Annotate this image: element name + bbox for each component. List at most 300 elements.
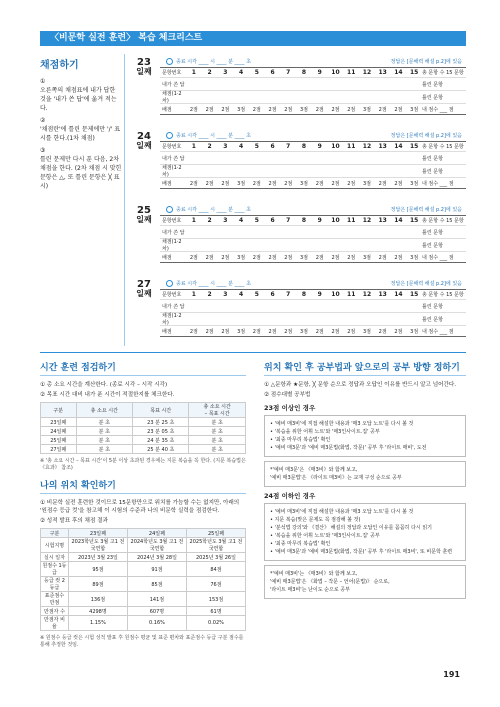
case-low-title: 24점 이하인 경우 [264, 492, 316, 500]
grid-cell: 14 [394, 217, 403, 224]
th: 24일째 [127, 529, 186, 538]
clock-icon [166, 58, 173, 65]
clock-icon [166, 206, 173, 213]
table-cell: 89점 [68, 577, 127, 592]
card-line: • '최종 마무리 복습법' 확인 [270, 437, 331, 443]
card-line: • '복습을 위한 어휘 노트'와 '매3인사이트.집' 공부 [270, 533, 380, 539]
grid-row [160, 252, 466, 262]
table-cell: 76점 [186, 577, 245, 592]
grid-row [160, 239, 466, 252]
grid-cell: 14 [394, 69, 403, 76]
row-label: 채점(1·2차) [162, 313, 182, 326]
time-check-section [40, 360, 246, 651]
day-number: 25 [137, 205, 151, 216]
grid-cell: 11 [347, 217, 356, 224]
grid-cell: 6 [270, 143, 275, 150]
grid-cell: 2점 [347, 180, 356, 187]
grid-cell: 12 [362, 217, 372, 224]
grading-step-1: ① 오른쪽의 채점표에 내가 답한 것을 '내가 쓴 답'에 옮겨 적는다. [40, 78, 117, 112]
row-label: 문항번호 [162, 144, 182, 150]
row-label: 배점 [162, 106, 172, 113]
grid-cell: 2점 [284, 180, 293, 187]
row-label: 문항번호 [162, 70, 182, 76]
table-cell: 2024년 3월 28일 [127, 553, 186, 562]
answer-grid [160, 141, 466, 189]
day-suffix: 일째 [136, 289, 152, 298]
table-cell: 23 분 25 초 [133, 418, 189, 427]
table-cell: 2025학년도 3월 고1 전국연합 [186, 538, 245, 553]
table-cell: 2025년 3월 26일 [186, 553, 245, 562]
card-line: '예비 매3문법'은 《화법 – 작문 – 언어(문법)》 순으로, [270, 579, 390, 585]
grid-cell: 2점 [394, 106, 403, 113]
grid-cell: 3 [223, 291, 228, 298]
grid-cell: 3점 [300, 180, 309, 187]
position-step-1: ① 비문학 실전 훈련한 것이므로 15문항만으로 위치를 가늠할 수는 없지만, 아래의 '원점수 등급 컷'을 참고해 이 시험의 수준과 나의 비문학 실력을 점검한다. [40, 500, 240, 514]
table-row [41, 427, 246, 436]
grid-cell: 3점 [300, 106, 309, 113]
grid-cell: 3점 [300, 328, 309, 335]
grid-cell: 3점 [410, 180, 419, 187]
end-time-line: 종료 시각 ____ 시 ____ 분 ____ 초 [176, 133, 251, 139]
grid-cell: 2점 [205, 254, 214, 261]
table-cell: 607명 [127, 607, 186, 616]
grid-cell: 7 [286, 217, 291, 224]
grid-cell: 3점 [362, 180, 371, 187]
study-plan-step-1: ① △문항과 ★문항, ╳ 문항 순으로 정답과 오답인 이유를 반드시 알고 넘어간다. [264, 382, 457, 388]
grid-cell: 2 [207, 217, 212, 224]
table-row [41, 538, 246, 553]
grid-cell: 2점 [221, 106, 230, 113]
day-suffix: 일째 [136, 67, 152, 76]
grid-cell: 6 [270, 217, 275, 224]
row-label: 채점(1·2차) [162, 239, 182, 252]
grid-cell: 2점 [331, 328, 340, 335]
end-time-line: 종료 시각 ____ 시 ____ 분 ____ 초 [176, 59, 251, 65]
card-line: • 지문 복습(맞은 문제도 꼭 점검해 볼 것) [270, 517, 361, 523]
case-high-title: 23점 이상인 경우 [264, 404, 316, 412]
grid-cell: 2점 [378, 106, 387, 113]
grid-cell: 3 [223, 217, 228, 224]
table-cell: 2023년 3월 23일 [68, 553, 127, 562]
grid-cell: 13 [378, 143, 387, 150]
th: 23일째 [68, 529, 127, 538]
table-cell: 85점 [127, 577, 186, 592]
table-row [41, 562, 246, 577]
table-cell: 2023학년도 3월 고1 전국연합 [68, 538, 127, 553]
grid-cell: 9 [317, 69, 322, 76]
grid-cell: 12 [362, 69, 372, 76]
grid-cell: 2점 [205, 328, 214, 335]
day-block [130, 58, 466, 126]
table-cell: 2024학년도 3월 고1 전국연합 [127, 538, 186, 553]
grid-cell: 8 [301, 291, 307, 298]
th: 25일째 [186, 529, 245, 538]
table-row [41, 577, 246, 592]
grid-cell: 2점 [347, 254, 356, 261]
table-row [41, 616, 246, 631]
grid-cell: 8 [301, 143, 307, 150]
table-row [41, 607, 246, 616]
clock-icon [166, 132, 173, 139]
th: 총 소요 시간 – 목표 시간 [189, 403, 246, 418]
grid-cell: 14 [394, 291, 403, 298]
time-table [40, 402, 246, 454]
grading-guide [40, 56, 122, 194]
table-cell: 분 초 [189, 436, 246, 445]
day-label [130, 206, 158, 224]
row-summary: 틀린 문항 [422, 155, 443, 162]
position-step-2: ② 성적 발표 후의 채점 결과 [40, 518, 108, 524]
grid-cell: 2점 [315, 328, 324, 335]
grid-cell: 2점 [221, 180, 230, 187]
table-cell: 25일째 [41, 436, 77, 445]
grid-cell: 3점 [410, 254, 419, 261]
answer-reference: 정답은 [문해력 해설 p.2]에 있음 [390, 281, 462, 287]
grid-cell: 3점 [410, 328, 419, 335]
grid-cell: 7 [286, 143, 291, 150]
grid-cell: 5 [254, 217, 259, 224]
grid-cell: 15 [409, 69, 419, 76]
grid-cell: 13 [378, 217, 387, 224]
table-cell: 84점 [186, 562, 245, 577]
row-summary: 틀린 문항 [422, 242, 443, 249]
row-label: 내가 쓴 답 [162, 229, 185, 236]
table-cell: 23일째 [41, 418, 77, 427]
row-label: 배점 [162, 254, 172, 261]
grid-cell: 7 [286, 69, 291, 76]
grid-cell: 14 [394, 143, 403, 150]
grid-cell: 2점 [189, 180, 198, 187]
case-high-note [264, 461, 466, 487]
grid-cell: 2 [207, 69, 212, 76]
answer-reference: 정답은 [문해력 해설 p.2]에 있음 [390, 207, 462, 213]
grid-cell: 10 [331, 217, 340, 224]
end-time-line: 종료 시각 ____ 시 ____ 분 ____ 초 [176, 281, 251, 287]
row-label: 채점(1·2차) [162, 165, 182, 178]
grid-cell: 5 [254, 69, 259, 76]
grid-cell: 2점 [268, 328, 277, 335]
grid-row [160, 326, 466, 336]
grid-cell: 10 [331, 69, 340, 76]
table-cell: 분 초 [76, 445, 133, 454]
divider [124, 54, 125, 346]
grid-row [160, 165, 466, 178]
card-line: *'예비 매3비'는 《매3비》와 함께 보고, [270, 571, 358, 577]
section-divider [40, 352, 466, 353]
grading-step-3: ③ 틀린 문제만 다시 푼 다음, 2차 채점을 한다. (2차 채점 시 맞힌 문항은 △, 또 틀린 문항은 ╳ 표시) [40, 147, 122, 190]
row-label: 내가 쓴 답 [162, 303, 185, 310]
end-time-line: 종료 시각 ____ 시 ____ 분 ____ 초 [176, 207, 251, 213]
grid-cell: 2점 [205, 106, 214, 113]
answer-grid [160, 67, 466, 115]
case-low-note [264, 565, 466, 599]
case-high-card [264, 415, 466, 457]
row-summary: 총 문항 수 15 문항 [422, 292, 464, 298]
table-cell: 0.02% [186, 616, 245, 631]
grid-cell: 3점 [237, 106, 246, 113]
grid-cell: 2점 [252, 254, 261, 261]
grid-row [160, 78, 466, 91]
grid-cell: 3점 [362, 254, 371, 261]
grid-cell: 3 [223, 143, 228, 150]
grid-cell: 4 [238, 69, 244, 76]
grid-cell: 2점 [347, 106, 356, 113]
day-label [130, 132, 158, 150]
table-cell: 91점 [127, 562, 186, 577]
score-note: ※ 원점수 등급 컷은 시험 성적 발표 후 원점수 평균 및 표준 편차와 표준점수 등급 구분 점수를 통해 추정한 것임. [40, 635, 244, 648]
table-cell: 분 초 [76, 436, 133, 445]
day-block [130, 132, 466, 200]
row-summary: 총 문항 수 15 문항 [422, 70, 464, 76]
day-number: 23 [137, 57, 151, 68]
answer-grid [160, 215, 466, 263]
grid-cell: 1 [191, 143, 196, 150]
grid-cell: 4 [238, 143, 244, 150]
grading-step-2: ② '채점란'에 틀린 문제에만 '/' 표시를 한다.(1차 채점) [40, 117, 121, 142]
grid-cell: 9 [317, 217, 322, 224]
table-cell: 분 초 [76, 427, 133, 436]
grid-cell: 12 [362, 143, 372, 150]
row-summary: 총 문항 수 15 문항 [422, 218, 464, 224]
study-plan-section [264, 360, 466, 603]
grid-cell: 13 [378, 69, 387, 76]
row-label: 문항번호 [162, 292, 182, 298]
row-label: 배점 [162, 328, 172, 335]
card-line: '라이트 매3비'는 난이도 순으로 공부 [270, 587, 350, 593]
grid-cell: 3 [223, 69, 228, 76]
grid-cell: 2점 [268, 106, 277, 113]
grid-cell: 3점 [300, 254, 309, 261]
day-label [130, 280, 158, 298]
grid-cell: 8 [301, 217, 307, 224]
grid-cell: 15 [409, 143, 419, 150]
grid-cell: 2점 [347, 328, 356, 335]
table-cell: 136점 [68, 592, 127, 607]
grid-cell: 11 [347, 291, 356, 298]
grid-cell: 2점 [315, 106, 324, 113]
grid-cell: 2점 [394, 254, 403, 261]
row-summary: 틀린 문항 [422, 303, 443, 310]
grid-cell: 12 [362, 291, 372, 298]
time-check-title: 시간 훈련 점검하기 [40, 360, 246, 376]
study-plan-title: 위치 확인 후 공부법과 앞으로의 공부 방향 정하기 [264, 360, 466, 376]
page-header: 〈비문학 실전 훈련〉 복습 체크리스트 [40, 31, 466, 46]
grid-row [160, 313, 466, 326]
grid-row [160, 300, 466, 313]
table-cell: 시험지명 [41, 538, 69, 553]
table-row [41, 553, 246, 562]
table-cell: 만점자 비율 [41, 616, 69, 631]
grid-cell: 2점 [378, 180, 387, 187]
table-cell: 24일째 [41, 427, 77, 436]
card-line: • '예비 매3문'과 '예비 매3문법(화법, 작문)' 공부 후 '라이트 매비', 도전 [270, 445, 427, 451]
table-cell: 분 초 [189, 445, 246, 454]
grid-cell: 3점 [362, 106, 371, 113]
row-summary: 총 문항 수 15 문항 [422, 144, 464, 150]
grid-cell: 3점 [410, 106, 419, 113]
table-cell: 등급 컷 2등급 [41, 577, 69, 592]
card-line: *'예비 매3문'은 《매3비》와 함께 보고, [270, 467, 358, 473]
grid-cell: 2점 [189, 254, 198, 261]
grid-cell: 2점 [394, 328, 403, 335]
card-line: • '예비 매3문'과 '예비 매3문법(화법, 작문)' 공부 후 '라이트 매3비', 또 비문학 훈련 [270, 549, 453, 555]
clock-icon [166, 280, 173, 287]
grid-cell: 2점 [252, 328, 261, 335]
grid-cell: 2점 [284, 254, 293, 261]
grading-title: 채점하기 [40, 60, 79, 71]
row-summary: 내 점수 ___ 점 [422, 328, 454, 335]
row-summary: 틀린 문항 [422, 316, 443, 323]
card-line: • '복습을 위한 어휘 노트'와 '매3인사이트.집' 공부 [270, 429, 380, 435]
grid-cell: 2점 [252, 180, 261, 187]
card-line: • '최종 마무리 복습법' 확인 [270, 541, 331, 547]
grid-cell: 2점 [189, 106, 198, 113]
grid-row [160, 68, 466, 78]
grid-row [160, 178, 466, 188]
grid-cell: 2점 [221, 328, 230, 335]
grid-cell: 13 [378, 291, 387, 298]
grid-cell: 4 [238, 291, 244, 298]
grid-cell: 2점 [378, 254, 387, 261]
grid-cell: 2점 [315, 254, 324, 261]
grid-cell: 3점 [237, 328, 246, 335]
grid-cell: 2 [207, 143, 212, 150]
card-line: • '분석법 강의'와 《결산》 해설의 정답과 오답인 이유를 꼼꼼히 다시 읽기 [270, 525, 433, 531]
table-cell: 0.16% [127, 616, 186, 631]
answer-reference: 정답은 [문해력 해설 p.2]에 있음 [390, 133, 462, 139]
row-label: 배점 [162, 180, 172, 187]
answer-grid [160, 289, 466, 337]
grid-cell: 4 [238, 217, 244, 224]
grid-cell: 6 [270, 291, 275, 298]
row-summary: 틀린 문항 [422, 94, 443, 101]
row-summary: 내 점수 ___ 점 [422, 180, 454, 187]
table-cell: 분 초 [189, 418, 246, 427]
study-plan-step-2: ② 점수대별 공부법 [264, 392, 311, 398]
row-summary: 틀린 문항 [422, 168, 443, 175]
table-cell: 153점 [186, 592, 245, 607]
grid-row [160, 91, 466, 104]
grid-cell: 2점 [205, 180, 214, 187]
table-cell: 141점 [127, 592, 186, 607]
table-cell: 실시 일자 [41, 553, 69, 562]
grid-cell: 2 [207, 291, 212, 298]
row-label: 문항번호 [162, 218, 182, 224]
case-low-card [264, 503, 466, 561]
grid-cell: 2점 [331, 106, 340, 113]
grid-row [160, 104, 466, 114]
row-summary: 내 점수 ___ 점 [422, 254, 454, 261]
row-label: 채점(1·2차) [162, 91, 182, 104]
day-number: 24 [137, 131, 151, 142]
table-cell: 61명 [186, 607, 245, 616]
grid-cell: 2점 [189, 328, 198, 335]
table-cell: 4298명 [68, 607, 127, 616]
grid-row [160, 290, 466, 300]
grid-cell: 11 [347, 69, 356, 76]
table-cell: 23 분 05 초 [133, 427, 189, 436]
day-suffix: 일째 [136, 141, 152, 150]
table-cell: 만점자 수 [41, 607, 69, 616]
time-note: ※ '총 소요 시간 – 목표 시간'이 5분 이상 초과된 경우에는 지문 복습을 꼭 한다. (지문 복습법은 《효과》 참조) [40, 458, 246, 471]
th: 목표 시간 [133, 403, 189, 418]
grid-cell: 2점 [315, 180, 324, 187]
table-cell: 표준점수 만점 [41, 592, 69, 607]
grid-row [160, 216, 466, 226]
grid-cell: 2점 [252, 106, 261, 113]
grid-cell: 2점 [394, 180, 403, 187]
table-cell: 24 분 35 초 [133, 436, 189, 445]
grid-cell: 1 [191, 69, 196, 76]
score-table [40, 528, 246, 631]
grid-cell: 2점 [284, 106, 293, 113]
grid-row [160, 142, 466, 152]
grid-cell: 5 [254, 291, 259, 298]
grid-cell: 15 [409, 291, 419, 298]
grid-cell: 1 [191, 291, 196, 298]
day-suffix: 일째 [136, 215, 152, 224]
grid-cell: 3점 [237, 254, 246, 261]
grid-cell: 5 [254, 143, 259, 150]
time-check-step-1: ① 총 소요 시간을 계산한다. (종료 시각 – 시작 시각) [40, 382, 168, 388]
grid-cell: 6 [270, 69, 275, 76]
table-row [41, 445, 246, 454]
day-block [130, 206, 466, 274]
position-title: 나의 위치 확인하기 [40, 478, 246, 494]
grid-cell: 2점 [331, 180, 340, 187]
card-line: • '예비 매3비'에 직접 해설한 내용과 '매3 오답 노트'를 다시 볼 것 [270, 509, 414, 515]
grid-cell: 10 [331, 143, 340, 150]
day-number: 27 [137, 279, 151, 290]
table-cell: 1.15% [68, 616, 127, 631]
grid-cell: 3점 [362, 328, 371, 335]
grid-cell: 2점 [268, 180, 277, 187]
th: 구분 [41, 529, 69, 538]
grid-cell: 2점 [221, 254, 230, 261]
grid-cell: 2점 [284, 328, 293, 335]
th: 총 소요 시간 [76, 403, 133, 418]
answer-reference: 정답은 [문해력 해설 p.2]에 있음 [390, 59, 462, 65]
grid-row [160, 226, 466, 239]
grid-cell: 10 [331, 291, 340, 298]
grid-cell: 2점 [268, 254, 277, 261]
day-label [130, 58, 158, 76]
table-cell: 25 분 40 초 [133, 445, 189, 454]
th: 구분 [41, 403, 77, 418]
grid-cell: 8 [301, 69, 307, 76]
row-summary: 틀린 문항 [422, 81, 443, 88]
grid-cell: 2점 [331, 254, 340, 261]
table-cell: 원점수 1등급 [42, 563, 67, 576]
table-row [41, 418, 246, 427]
table-cell: 27일째 [41, 445, 77, 454]
grid-cell: 1 [191, 217, 196, 224]
row-summary: 내 점수 ___ 점 [422, 106, 454, 113]
grid-cell: 9 [317, 143, 322, 150]
table-row [41, 436, 246, 445]
row-summary: 틀린 문항 [422, 229, 443, 236]
grid-row [160, 152, 466, 165]
grid-cell: 15 [409, 217, 419, 224]
time-check-step-2: ② 목표 시간 대비 내가 푼 시간이 적절한지를 체크한다. [40, 392, 175, 398]
grid-cell: 9 [317, 291, 322, 298]
row-label: 내가 쓴 답 [162, 81, 185, 88]
table-cell: 분 초 [189, 427, 246, 436]
day-block [130, 280, 466, 348]
grid-cell: 2점 [378, 328, 387, 335]
grid-cell: 11 [347, 143, 356, 150]
table-cell: 95점 [68, 562, 127, 577]
